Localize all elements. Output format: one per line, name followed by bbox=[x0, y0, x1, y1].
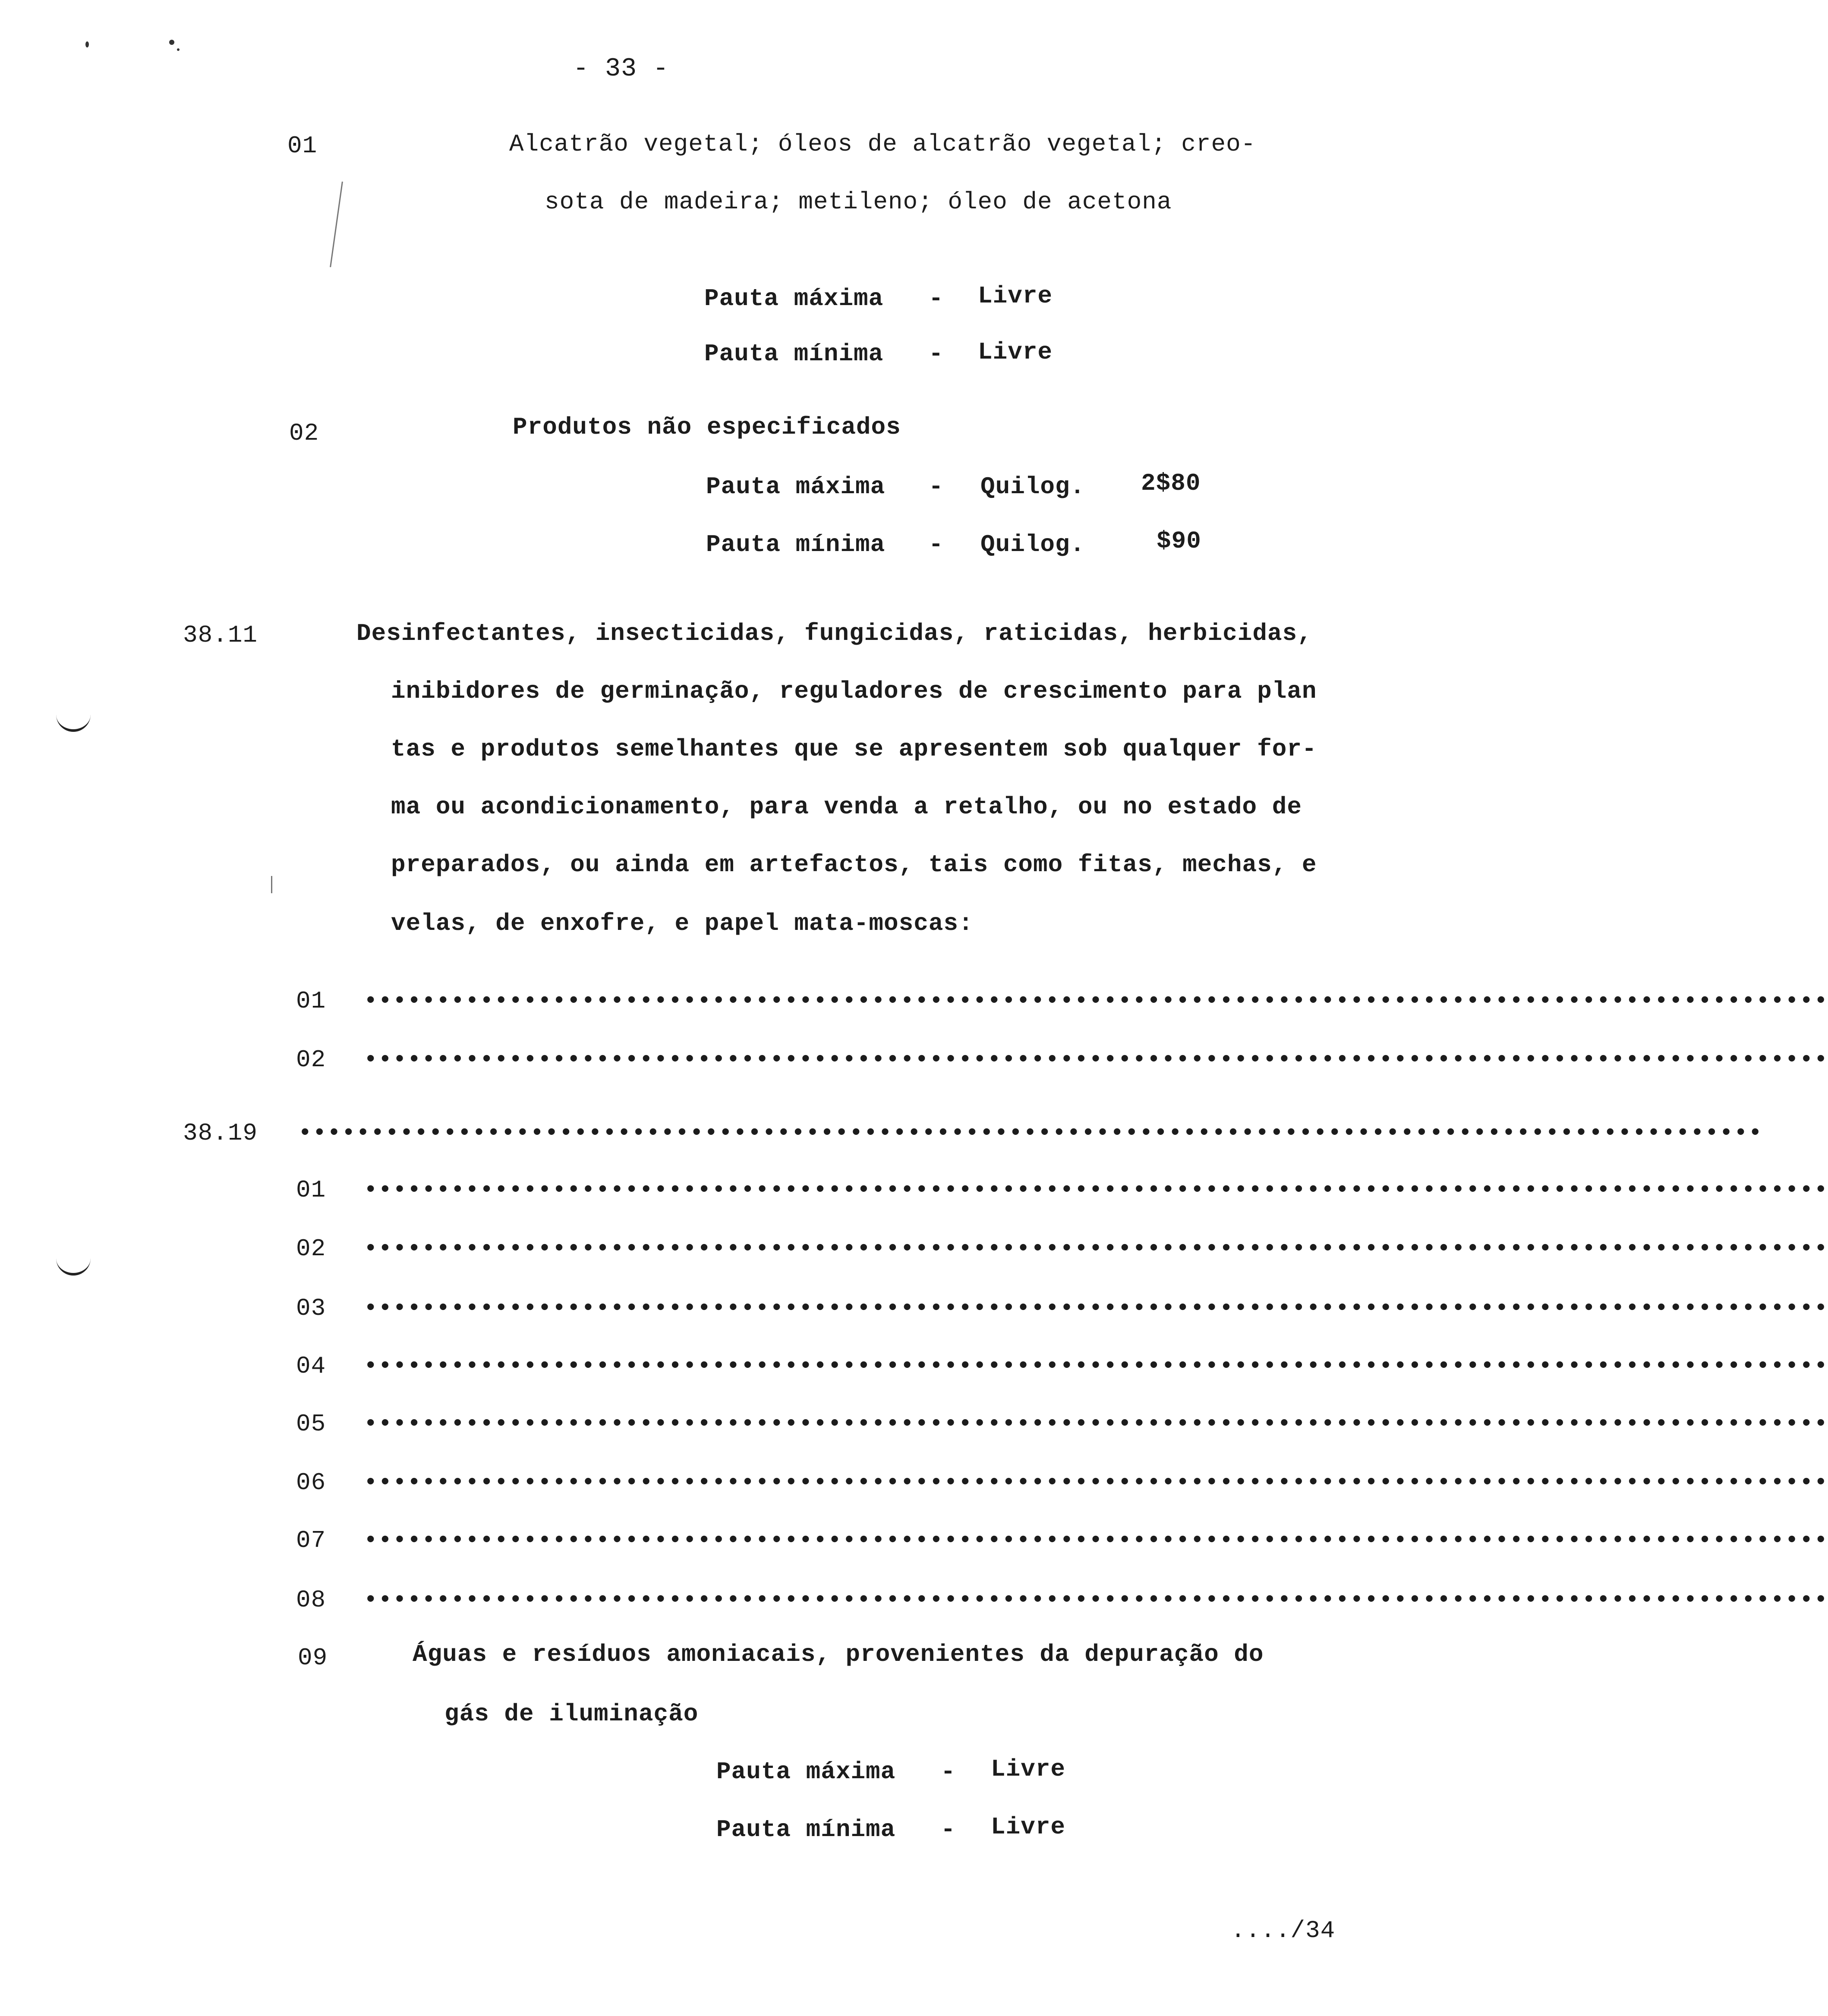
leader-dots: ••••••••••••••••••••••••••••••••••••••••••••••••••••••••••••••••••••••••••••••••••••••••••••••••••••• bbox=[363, 1410, 1828, 1438]
subitem-code: 04 bbox=[296, 1352, 326, 1380]
scan-bracket-mark bbox=[56, 712, 91, 732]
pauta-separator: - bbox=[929, 473, 944, 501]
subitem-code: 06 bbox=[296, 1469, 326, 1496]
scan-speck bbox=[177, 48, 180, 51]
pauta-separator: - bbox=[929, 531, 944, 558]
pauta-maxima-value: Livre bbox=[991, 1755, 1066, 1783]
pauta-unit: Quilog. bbox=[980, 531, 1085, 558]
subitem-code: 01 bbox=[296, 987, 326, 1015]
pauta-maxima-value: 2$80 bbox=[1141, 469, 1201, 497]
subitem-code: 08 bbox=[296, 1586, 326, 1614]
pauta-minima-value: Livre bbox=[991, 1813, 1066, 1841]
heading-description-line: preparados, ou ainda em artefactos, tais como fitas, mechas, e bbox=[391, 851, 1317, 879]
leader-dots: ••••••••••••••••••••••••••••••••••••••••••••••••••••••••••••••••••••••••••••••••••••••••••••••••••••• bbox=[363, 1352, 1828, 1380]
subitem-code: 01 bbox=[296, 1176, 326, 1204]
item-code: 02 bbox=[289, 419, 319, 447]
leader-dots: ••••••••••••••••••••••••••••••••••••••••••••••••••••••••••••••••••••••••••••••••••••••••••••••••••••• bbox=[363, 1176, 1828, 1204]
leader-dots: ••••••••••••••••••••••••••••••••••••••••••••••••••••••••••••••••••••••••••••••••••••••••••••••••••••• bbox=[363, 1235, 1828, 1263]
pauta-separator: - bbox=[941, 1758, 956, 1786]
leader-dots: ••••••••••••••••••••••••••••••••••••••••••••••••••••••••••••••••••••••••••••••••••••••••••••••••••••• bbox=[363, 1527, 1828, 1554]
pauta-minima-label: Pauta mínima bbox=[706, 531, 886, 558]
leader-dots: ••••••••••••••••••••••••••••••••••••••••••••••••••••••••••••••••••••••••••••••••••••••••••••••••••••• bbox=[363, 1046, 1828, 1074]
pauta-separator: - bbox=[929, 340, 944, 368]
scan-speck bbox=[169, 40, 174, 45]
item-description-line: sota de madeira; metileno; óleo de acetona bbox=[545, 188, 1172, 216]
pauta-maxima-value: Livre bbox=[978, 282, 1053, 310]
item-description-line: Produtos não especificados bbox=[513, 413, 901, 441]
heading-code: 38.19 bbox=[183, 1119, 258, 1147]
subitem-code: 05 bbox=[296, 1410, 326, 1438]
pauta-minima-label: Pauta mínima bbox=[704, 340, 884, 368]
heading-description-line: Desinfectantes, insecticidas, fungicidas, raticidas, herbicidas, bbox=[356, 620, 1312, 647]
leader-dots: ••••••••••••••••••••••••••••••••••••••••••••••••••••••••••••••••••••••••••••••••••••••••••••••••••••• bbox=[363, 1295, 1828, 1322]
item-description-line: Águas e resíduos amoniacais, provenientes da depuração do bbox=[413, 1641, 1264, 1668]
heading-description-line: velas, de enxofre, e papel mata-moscas: bbox=[391, 910, 974, 937]
pauta-minima-label: Pauta mínima bbox=[716, 1816, 896, 1843]
pauta-separator: - bbox=[941, 1816, 956, 1843]
pauta-maxima-label: Pauta máxima bbox=[716, 1758, 896, 1786]
pauta-maxima-label: Pauta máxima bbox=[706, 473, 886, 501]
pauta-separator: - bbox=[929, 285, 944, 312]
pauta-maxima-label: Pauta máxima bbox=[704, 285, 884, 312]
subitem-code: 02 bbox=[296, 1235, 326, 1263]
heading-description-line: ma ou acondicionamento, para venda a retalho, ou no estado de bbox=[391, 793, 1302, 821]
pauta-minima-value: Livre bbox=[978, 338, 1053, 366]
pauta-unit: Quilog. bbox=[980, 473, 1085, 501]
item-description-line: Alcatrão vegetal; óleos de alcatrão vegetal; creo- bbox=[509, 130, 1256, 158]
leader-dots: ••••••••••••••••••••••••••••••••••••••••••••••••••••••••••••••••••••••••••••••••••••••••••••••••••••• bbox=[363, 987, 1828, 1015]
subitem-code: 03 bbox=[296, 1295, 326, 1322]
pauta-minima-value: $90 bbox=[1157, 527, 1201, 555]
scan-stroke bbox=[330, 182, 343, 267]
scan-speck bbox=[85, 41, 89, 47]
leader-dots: ••••••••••••••••••••••••••••••••••••••••••••••••••••••••••••••••••••••••••••••••••••••••••••••••••••• bbox=[298, 1119, 1763, 1147]
continuation-marker: ..../34 bbox=[1231, 1917, 1336, 1944]
item-description-line: gás de iluminação bbox=[444, 1700, 699, 1728]
subitem-code: 09 bbox=[298, 1644, 328, 1672]
heading-description-line: inibidores de germinação, reguladores de crescimento para plan bbox=[391, 677, 1317, 705]
leader-dots: ••••••••••••••••••••••••••••••••••••••••••••••••••••••••••••••••••••••••••••••••••••••••••••••••••••• bbox=[363, 1469, 1828, 1496]
page-number: - 33 - bbox=[573, 54, 669, 84]
heading-code: 38.11 bbox=[183, 621, 258, 649]
scan-bracket-mark bbox=[56, 1256, 91, 1276]
subitem-code: 07 bbox=[296, 1527, 326, 1554]
heading-description-line: tas e produtos semelhantes que se apresentem sob qualquer for- bbox=[391, 735, 1317, 763]
scan-stroke bbox=[271, 876, 272, 893]
item-code: 01 bbox=[287, 132, 318, 160]
leader-dots: ••••••••••••••••••••••••••••••••••••••••••••••••••••••••••••••••••••••••••••••••••••••••••••••••••••• bbox=[363, 1586, 1828, 1614]
subitem-code: 02 bbox=[296, 1046, 326, 1074]
